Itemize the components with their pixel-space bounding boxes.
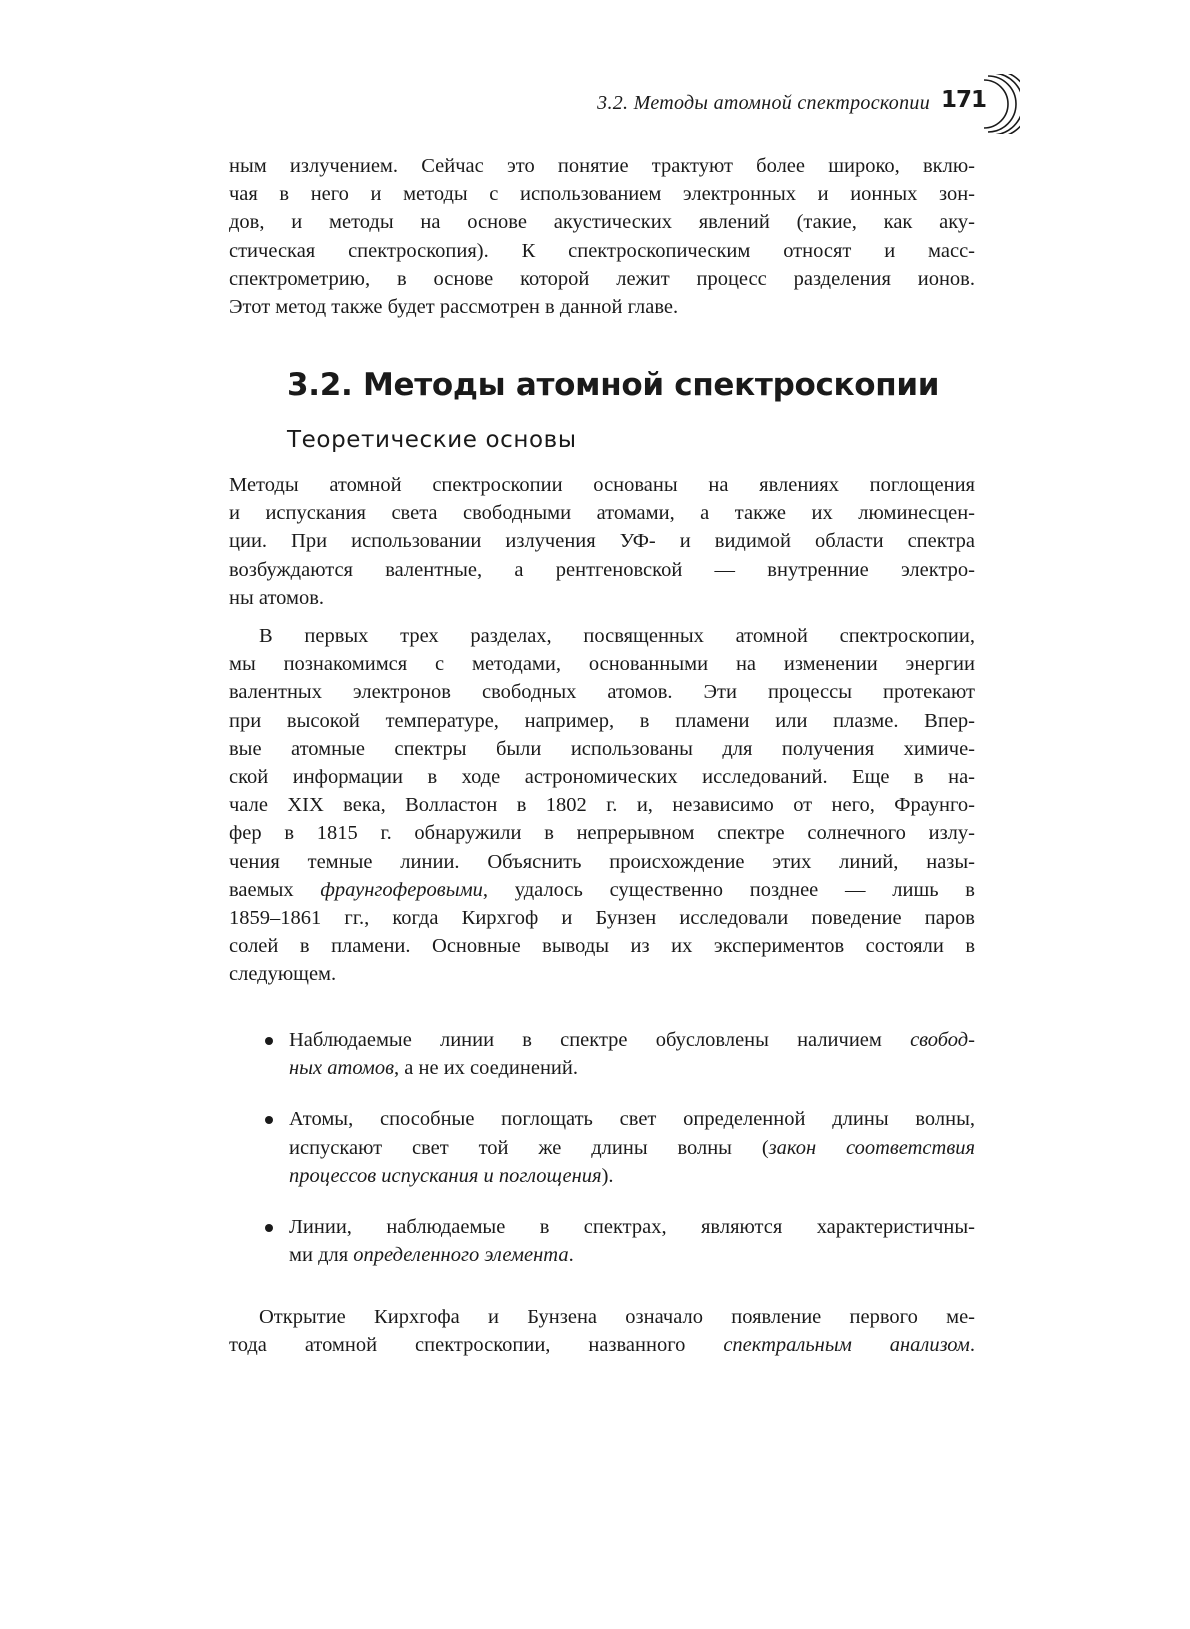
page-number: 171 [940, 87, 986, 113]
text-run: ми для [289, 1244, 354, 1267]
text-run: , а не их соединений. [394, 1057, 578, 1080]
text-run: тода атомной спектроскопии, названного [229, 1334, 724, 1357]
intro-paragraph [229, 152, 975, 321]
text-line: чая в него и методы с использованием электронных и ионных зон- [229, 183, 975, 206]
text-run: Наблюдаемые линии в спектре обусловлены наличием [289, 1029, 911, 1051]
text-line: ской информации в ходе астрономических исследований. Еще в на- [229, 765, 975, 788]
bullet-icon [265, 1224, 273, 1232]
list-item [229, 1105, 975, 1190]
text-line: спектрометрию, в основе которой лежит процесс разделения ионов. [229, 267, 975, 290]
text-run: . [969, 1334, 975, 1357]
text-line: дов, и методы на основе акустических явлений (такие, как аку- [229, 211, 975, 234]
list-item [229, 1213, 975, 1269]
text-line: чения темные линии. Объяснить происхождение этих линий, назы- [229, 850, 975, 873]
italic-term: фраунгоферовыми [320, 878, 483, 901]
list-item [229, 1026, 975, 1082]
text-line: 1859–1861 гг., когда Кирхгоф и Бунзен исследовали поведение паров [229, 906, 975, 929]
text-line [289, 1026, 975, 1054]
text-line: при высокой температуре, например, в пламени или плазме. Впер- [229, 709, 975, 732]
text-line [289, 1162, 975, 1190]
text-line: Линии, наблюдаемые в спектрах, являются характеристичны- [289, 1215, 975, 1238]
text-line: валентных электронов свободных атомов. Эти процессы протекают [229, 681, 975, 704]
text-run: испускают свет той же длины волны ( [289, 1136, 769, 1159]
text-line: стическая спектроскопия). К спектроскопическим относят и масс- [229, 239, 975, 262]
text-line: Открытие Кирхгофа и Бунзена означало появление первого ме- [259, 1306, 975, 1328]
text-line: вые атомные спектры были использованы для получения химиче- [229, 737, 975, 760]
text-line [289, 1054, 975, 1082]
text-line: Этот метод также будет рассмотрен в данной главе. [229, 295, 679, 318]
text-line: ны атомов. [229, 586, 325, 609]
text-line: ции. При использовании излучения УФ- и видимой области спектра [229, 530, 975, 553]
text-line: Методы атомной спектроскопии основаны на явлениях поглощения [229, 474, 975, 496]
text-run: ). [601, 1164, 614, 1187]
italic-term: определенного элемента [353, 1244, 569, 1267]
text-line: следующем. [229, 963, 337, 986]
paragraph-1 [229, 471, 975, 612]
italic-term: спектральным анализом [723, 1334, 970, 1357]
bullet-icon [265, 1116, 273, 1124]
text-line: ным излучением. Сейчас это понятие трактуют более широко, вклю- [229, 155, 975, 177]
findings-list [229, 1026, 975, 1292]
paragraph-2 [229, 622, 975, 988]
italic-term: закон соответствия [768, 1136, 976, 1159]
running-header [500, 84, 1020, 134]
conclusion-paragraph [229, 1303, 975, 1359]
text-line: фер в 1815 г. обнаружили в непрерывном спектре солнечного излу- [229, 822, 975, 845]
page-number-arcs-icon [980, 74, 1020, 134]
text-run: . [568, 1244, 574, 1267]
text-line: возбуждаются валентные, а рентгеновской — внутренние электро- [229, 558, 975, 581]
text-line [229, 1331, 975, 1359]
text-line: Атомы, способные поглощать свет определенной длины волны, [289, 1108, 975, 1131]
section-title: 3.2. Методы атомной спектроскопии [287, 367, 940, 403]
text-line: и испускания света свободными атомами, а также их люминесцен- [229, 502, 975, 525]
running-title: 3.2. Методы атомной спектроскопии [597, 92, 930, 114]
subsection-title: Теоретические основы [287, 427, 577, 453]
text-line [229, 876, 975, 904]
text-line: солей в пламени. Основные выводы из их экспериментов состояли в [229, 935, 975, 958]
italic-term: ных атомов [289, 1057, 395, 1080]
text-line [289, 1134, 975, 1162]
text-line: мы познакомимся с методами, основанными на изменении энергии [229, 653, 975, 676]
text-run: ваемых [229, 878, 321, 901]
bullet-icon [265, 1037, 273, 1045]
text-line: чале XIX века, Волластон в 1802 г. и, независимо от него, Фраунго- [229, 794, 975, 817]
text-line [289, 1241, 975, 1269]
text-run: , удалось существенно позднее — лишь в [482, 878, 975, 901]
italic-term: свобод- [910, 1029, 975, 1051]
text-line: В первых трех разделах, посвященных атомной спектроскопии, [259, 625, 975, 647]
italic-term: процессов испускания и поглощения [289, 1164, 602, 1187]
